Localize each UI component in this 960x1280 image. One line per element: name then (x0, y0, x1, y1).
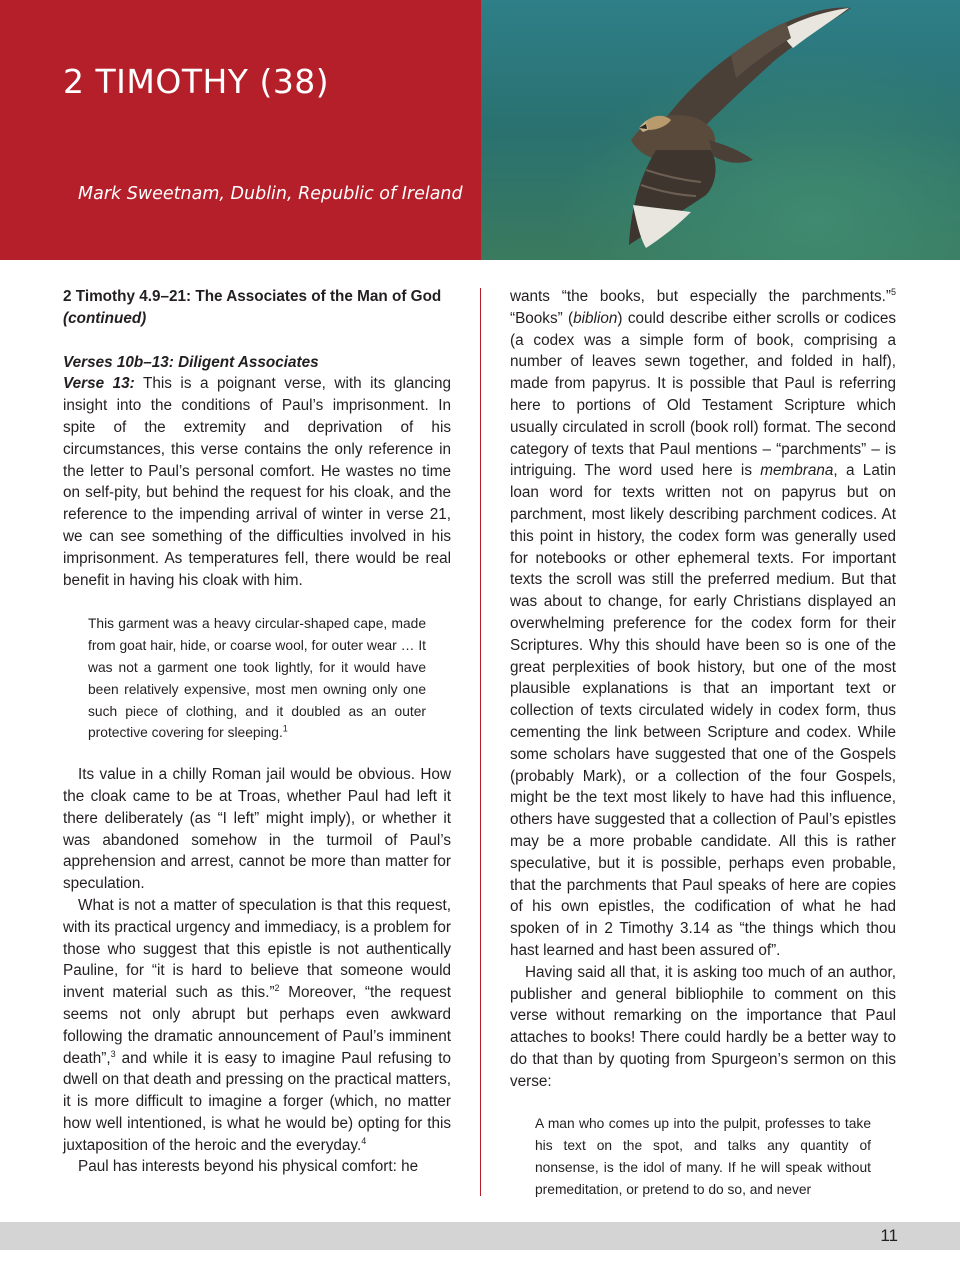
block-quote (88, 613, 426, 744)
paragraph-text: wants “the books, but especially the parchments.” (510, 288, 891, 305)
subheading: Verses 10b–13: Diligent Associates (63, 353, 319, 371)
header-title-panel (0, 0, 481, 260)
column-divider (480, 288, 481, 1196)
left-column (63, 286, 451, 1178)
block-quote: A man who comes up into the pulpit, professes to take his text on the spot, and talks any quantity of nonsense, is the idol of many. If he will speak without premeditation, or pretend to do so, and never (535, 1116, 871, 1197)
quote-text: This garment was a heavy circular-shaped cape, made from goat hair, hide, or coarse wool, for outer wear … It was not a garment one took lightly, for it would have been relatively expensive, most men owning only one such piece of clothing, and it doubled as an outer protective covering for sleeping. (88, 616, 426, 741)
body-paragraph: Its value in a chilly Roman jail would be obvious. How the cloak came to be at Troas, whether Paul had left it there deliberately (as “I left” might imply), or whether it was abandoned somehow in the turmoil of Paul’s apprehension and arrest, cannot be more than matter for speculation. (63, 766, 451, 893)
body-paragraph: Having said all that, it is asking too much of an author, publisher and general bibliophile to comment on this verse without remarking on the importance that Paul attaches to books! There could hardly be a better way to do that than by quoting from Spurgeon’s sermon on this verse: (510, 963, 896, 1090)
body-paragraph (63, 895, 451, 1157)
italic-term: biblion (573, 309, 618, 327)
article-author: Mark Sweetnam, Dublin, Republic of Ireland (78, 184, 463, 204)
article-title: 2 TIMOTHY (38) (63, 62, 330, 101)
footnote-ref: 3 (110, 1048, 116, 1059)
footer-bar (0, 1222, 960, 1250)
eagle-photo (481, 0, 960, 260)
italic-term: membrana (760, 462, 834, 480)
paragraph-text: This is a poignant verse, with its glancing insight into the conditions of Paul’s imprisonment. In spite of the extremity and deprivation of his circumstances, this verse contains the only reference in the letter to Paul’s personal comfort. He wastes no time on self-pity, but behind the request for his cloak, and the reference to the impending arrival of winter in verse 21, we can see something of the difficulties involved in his imprisonment. As temperatures fell, there would be real benefit in having his cloak with him. (63, 375, 451, 589)
body-paragraph: Paul has interests beyond his physical comfort: he (78, 1158, 419, 1176)
section-title-text: 2 Timothy 4.9–21: The Associates of the Man of God (63, 288, 442, 305)
footnote-ref: 5 (890, 286, 896, 297)
section-continued: (continued) (63, 309, 147, 327)
footnote-ref: 2 (274, 983, 280, 994)
paragraph-text: “Books” ( (510, 309, 574, 327)
paragraph-text: , a Latin loan word for texts written not on papyrus but on parchment, most likely describing parchment codices. At this point in history, the codex form was generally used for notebooks or other ephemeral texts. For important texts the scroll was still the preferred medium. But that was about to change, for early Christians displayed an overwhelming preference for the codex form for their Scriptures. Why this should have been so is one of the great perplexities of book history, but one of the most plausible explanations is that an important text or collection of texts circulated widely in codex form, thus cementing the link between Scripture and codex. While some scholars have suggested that one of the Gospels (probably Mark), or a collection of the four Gospels, might be the text most likely to have had this influence, others have suggested that a collection of Paul’s epistles may be a more probable candidate. All this is rather speculative, but it is possible, perhaps even probable, that the parchments that Paul speaks of here are copies of his own epistles, the codification of what he had spoken of in 2 Timothy 3.14 as “the things which thou hast learned and hast been assured of”. (510, 462, 896, 959)
eagle-icon (481, 0, 960, 260)
body-paragraph (63, 373, 451, 591)
paragraph-text: and while it is easy to imagine Paul refusing to dwell on that death and pressing on the practical matters, it is more difficult to imagine a forger (which, no matter how well intentioned, is what he would be) opting for this juxtaposition of the heroic and the everyday. (63, 1049, 451, 1154)
verse-label: Verse 13: (63, 375, 135, 393)
section-heading (63, 286, 451, 330)
footnote-ref: 1 (282, 723, 288, 734)
page-number: 11 (880, 1226, 898, 1245)
paragraph-text: Moreover, “the request seems not only abrupt but perhaps even awkward following the dramatic announcement of Paul’s imminent death”, (63, 984, 451, 1067)
body-paragraph (510, 286, 896, 962)
paragraph-text: ) could describe either scrolls or codices (a codex was a simple form of book, comprising a number of leaves sewn together, and folded in half), made from papyrus. It is possible that Paul is referring here to portions of Old Testament Scripture which usually circulated in scroll (book roll) format. The second category of texts that Paul mentions – “parchments” – is intriguing. The word used here is (510, 309, 896, 480)
paragraph-text: What is not a matter of speculation is that this request, with its practical urgency and immediacy, is a problem for those who suggest that this epistle is not authentically Pauline, for “it is hard to believe that someone would invent material such as this.” (63, 896, 451, 1002)
right-column (510, 286, 896, 1201)
footnote-ref: 4 (361, 1135, 367, 1146)
